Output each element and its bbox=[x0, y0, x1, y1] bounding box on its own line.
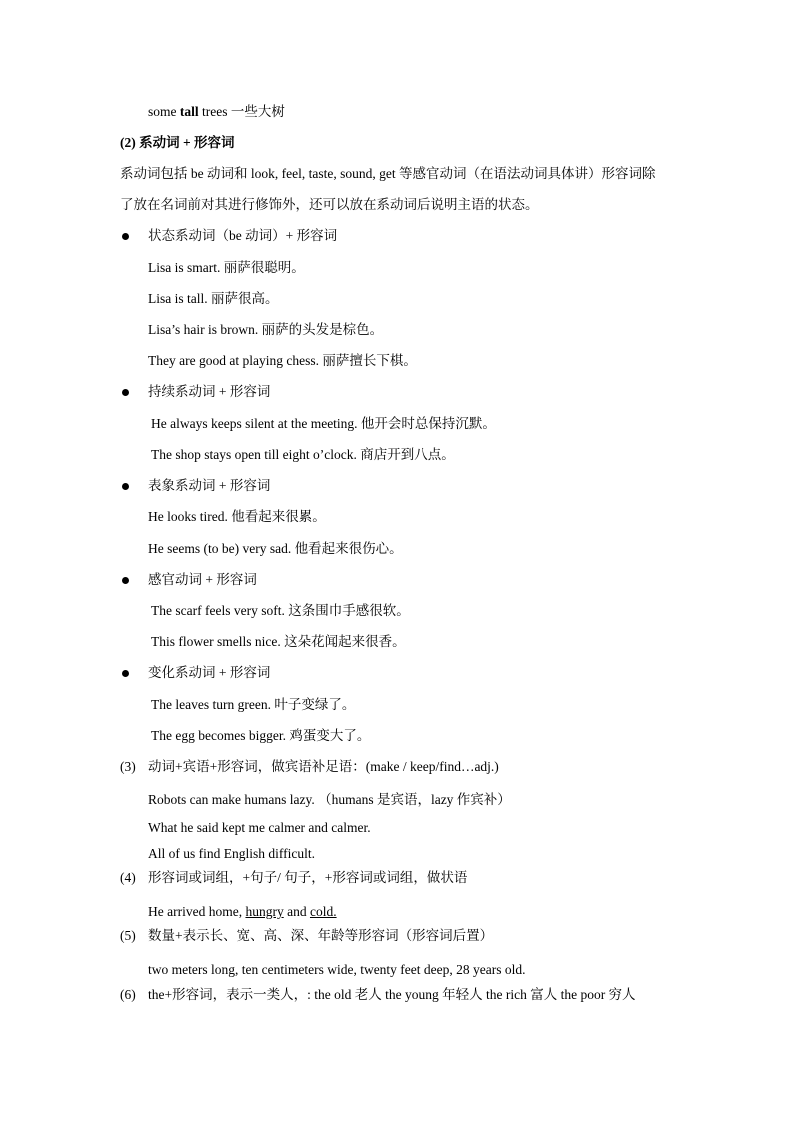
intro-example bbox=[148, 103, 285, 121]
bullet-icon bbox=[122, 233, 129, 240]
section-4-underlined-word-1: hungry bbox=[245, 904, 284, 919]
group-2-title: 持续系动词 + 形容词 bbox=[148, 384, 271, 399]
group-5-example-1: The leaves turn green. 叶子变绿了。 bbox=[151, 697, 356, 712]
group-5-title: 变化系动词 + 形容词 bbox=[148, 665, 271, 680]
group-4-example-1: The scarf feels very soft. 这条围巾手感很软。 bbox=[151, 603, 410, 618]
group-2-example-1: He always keeps silent at the meeting. 他开会时总保持沉默。 bbox=[151, 416, 496, 431]
section-5-number: (5) bbox=[120, 928, 136, 943]
group-1-example-2: Lisa is tall. 丽萨很高。 bbox=[148, 291, 279, 306]
group-1-example-1: Lisa is smart. 丽萨很聪明。 bbox=[148, 260, 305, 275]
intro-post: trees 一些大树 bbox=[198, 104, 285, 119]
section-2-heading: (2) 系动词 + 形容词 bbox=[120, 135, 235, 150]
bullet-icon bbox=[122, 577, 129, 584]
section-4-number: (4) bbox=[120, 870, 136, 885]
intro-pre: some bbox=[148, 104, 180, 119]
section-5-heading-line bbox=[120, 927, 493, 945]
bullet-icon bbox=[122, 670, 129, 677]
section-2-paragraph-line-2: 了放在名词前对其进行修饰外，还可以放在系动词后说明主语的状态。 bbox=[120, 197, 539, 212]
intro-bold-word: tall bbox=[179, 104, 199, 119]
section-6-number: (6) bbox=[120, 987, 136, 1002]
section-4-heading: 形容词或词组，+句子/ 句子，+形容词或词组，做状语 bbox=[148, 870, 468, 885]
group-1-example-3: Lisa’s hair is brown. 丽萨的头发是棕色。 bbox=[148, 322, 384, 337]
section-3-heading-line bbox=[120, 758, 499, 776]
bullet-icon bbox=[122, 389, 129, 396]
section-3-example-1: Robots can make humans lazy. （humans 是宾语，lazy 作宾补） bbox=[148, 792, 511, 807]
section-4-underlined-word-2: cold. bbox=[309, 904, 337, 919]
group-4-example-2: This flower smells nice. 这朵花闻起来很香。 bbox=[151, 634, 406, 649]
group-3-example-2: He seems (to be) very sad. 他看起来很伤心。 bbox=[148, 541, 403, 556]
group-1-example-4: They are good at playing chess. 丽萨擅长下棋。 bbox=[148, 353, 417, 368]
section-3-example-3: All of us find English difficult. bbox=[148, 846, 315, 861]
section-3-heading: 动词+宾语+形容词，做宾语补足语：(make / keep/find…adj.) bbox=[148, 759, 499, 774]
section-3-example-2: What he said kept me calmer and calmer. bbox=[148, 820, 371, 835]
section-4-example-mid: and bbox=[283, 904, 310, 919]
section-5-heading: 数量+表示长、宽、高、深、年龄等形容词（形容词后置） bbox=[148, 928, 494, 943]
bullet-icon bbox=[122, 483, 129, 490]
section-4-heading-line bbox=[120, 869, 467, 887]
section-3-number: (3) bbox=[120, 759, 136, 774]
section-4-example bbox=[148, 903, 337, 921]
section-5-example: two meters long, ten centimeters wide, twenty feet deep, 28 years old. bbox=[148, 962, 526, 977]
group-3-example-1: He looks tired. 他看起来很累。 bbox=[148, 509, 326, 524]
section-6-heading: the+形容词，表示一类人，: the old 老人 the young 年轻人 the rich 富人 the poor 穷人 bbox=[148, 987, 636, 1002]
group-4-title: 感官动词 + 形容词 bbox=[148, 572, 257, 587]
section-4-example-pre: He arrived home, bbox=[148, 904, 246, 919]
group-5-example-2: The egg becomes bigger. 鸡蛋变大了。 bbox=[151, 728, 371, 743]
section-2-paragraph-line-1: 系动词包括 be 动词和 look, feel, taste, sound, get 等感官动词（在语法动词具体讲）形容词除 bbox=[120, 166, 656, 181]
group-2-example-2: The shop stays open till eight o’clock. 商店开到八点。 bbox=[151, 447, 455, 462]
section-6-heading-line bbox=[120, 986, 636, 1004]
group-1-title: 状态系动词（be 动词）+ 形容词 bbox=[148, 228, 338, 243]
group-3-title: 表象系动词 + 形容词 bbox=[148, 478, 271, 493]
